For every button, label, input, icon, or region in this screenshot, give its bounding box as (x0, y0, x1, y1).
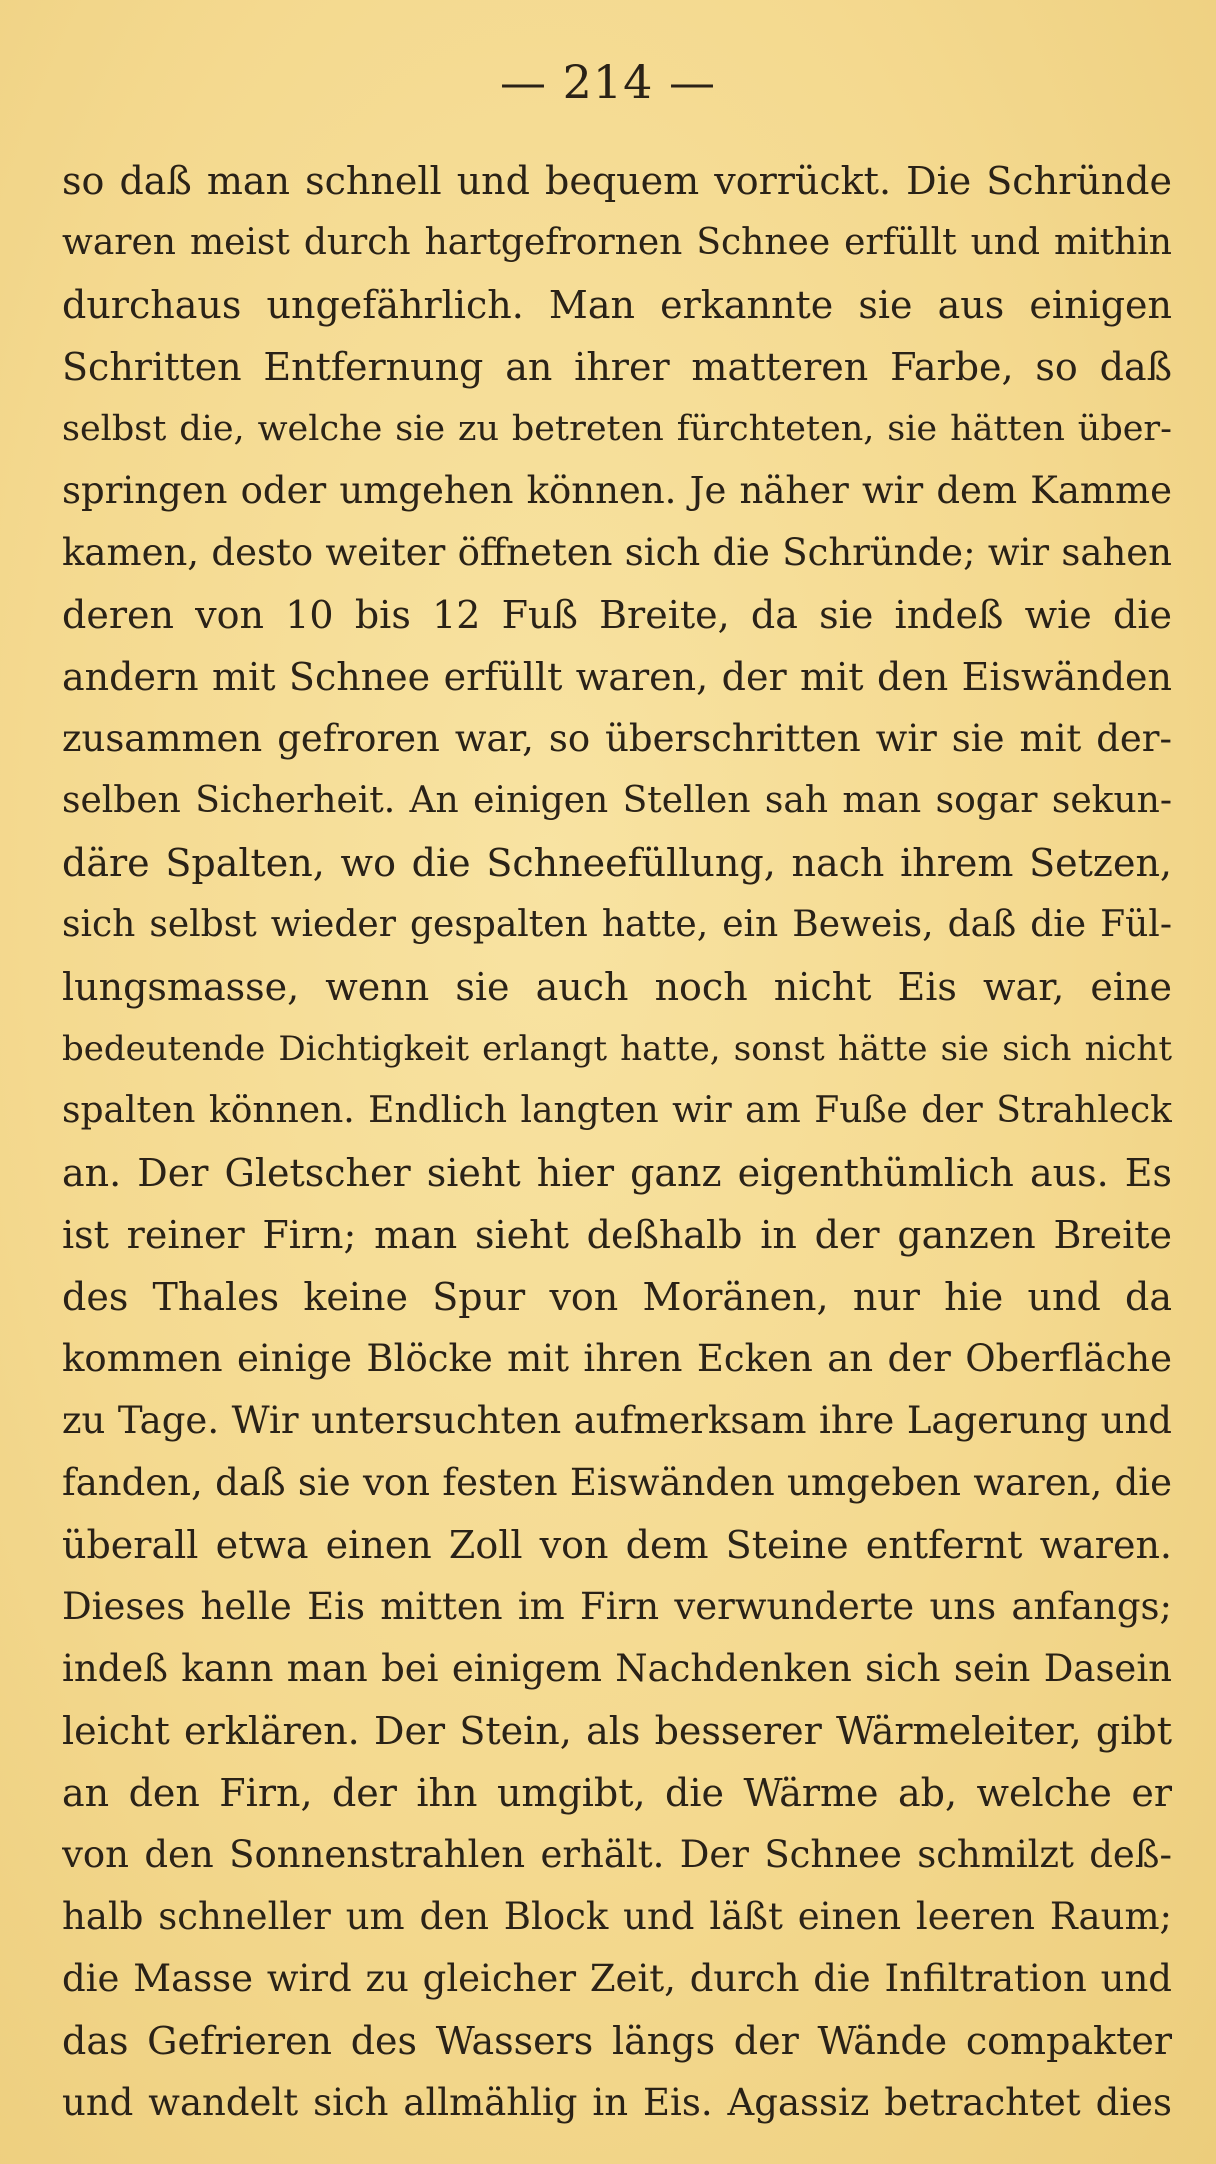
text-line: kamen, desto weiter öffneten sich die Schründe; wir sahen (62, 531, 1172, 574)
text-line: däre Spalten, wo die Schneefüllung, nach ihrem Setzen, (62, 841, 1172, 885)
text-line: kommen einige Blöcke mit ihren Ecken an der Oberfläche (62, 1337, 1172, 1380)
text-line: durchaus ungefährlich. Man erkannte sie aus einigen (62, 283, 1172, 327)
text-line: indeß kann man bei einigem Nachdenken sich sein Dasein (62, 1647, 1172, 1690)
body-text (62, 150, 1172, 2134)
text-line: spalten können. Endlich langten wir am Fuße der Strahleck (62, 1090, 1172, 1131)
text-line: von den Sonnenstrahlen erhält. Der Schnee schmilzt deß- (62, 1833, 1172, 1876)
text-line: das Gefrieren des Wassers längs der Wände compakter (62, 2019, 1172, 2063)
text-line: andern mit Schnee erfüllt waren, der mit den Eiswänden (62, 655, 1172, 699)
text-line: und wandelt sich allmählig in Eis. Agassiz betrachtet dies (62, 2081, 1172, 2124)
text-line: deren von 10 bis 12 Fuß Breite, da sie indeß wie die (62, 593, 1172, 637)
text-line: halb schneller um den Block und läßt einen leeren Raum; (62, 1895, 1172, 1938)
text-line: leicht erklären. Der Stein, als besserer Wärmeleiter, gibt (62, 1709, 1172, 1753)
page-number: — 214 — (499, 55, 717, 109)
text-line: zu Tage. Wir untersuchten aufmerksam ihre Lagerung und (62, 1399, 1172, 1442)
text-line: waren meist durch hartgefrornen Schnee erfüllt und mithin (62, 222, 1172, 263)
text-line: lungsmasse, wenn sie auch noch nicht Eis war, eine (62, 965, 1172, 1009)
text-line: an den Firn, der ihn umgibt, die Wärme ab, welche er (62, 1771, 1172, 1815)
text-line: bedeutende Dichtigkeit erlangt hatte, sonst hätte sie sich nicht (62, 1029, 1172, 1069)
text-line: so daß man schnell und bequem vorrückt. Die Schründe (62, 159, 1172, 203)
text-line: sich selbst wieder gespalten hatte, ein Beweis, daß die Fül- (62, 904, 1172, 945)
text-line: springen oder umgehen können. Je näher wir dem Kamme (62, 469, 1172, 512)
text-line: überall etwa einen Zoll von dem Steine entfernt waren. (62, 1523, 1172, 1567)
text-line: fanden, daß sie von festen Eiswänden umgeben waren, die (62, 1461, 1172, 1504)
text-line: zusammen gefroren war, so überschritten wir sie mit der- (62, 717, 1172, 760)
text-line: selben Sicherheit. An einigen Stellen sah man sogar sekun- (62, 780, 1172, 821)
text-line: an. Der Gletscher sieht hier ganz eigenthümlich aus. Es (62, 1151, 1172, 1195)
text-line: Dieses helle Eis mitten im Firn verwunderte uns anfangs; (62, 1585, 1172, 1628)
text-line: des Thales keine Spur von Moränen, nur hie und da (62, 1275, 1172, 1319)
text-line: Schritten Entfernung an ihrer matteren Farbe, so daß (62, 345, 1172, 389)
text-line: die Masse wird zu gleicher Zeit, durch die Infiltration und (62, 1957, 1172, 2000)
text-line: ist reiner Firn; man sieht deßhalb in der ganzen Breite (62, 1213, 1172, 1257)
text-line: selbst die, welche sie zu betreten fürchteten, sie hätten über- (62, 409, 1172, 449)
